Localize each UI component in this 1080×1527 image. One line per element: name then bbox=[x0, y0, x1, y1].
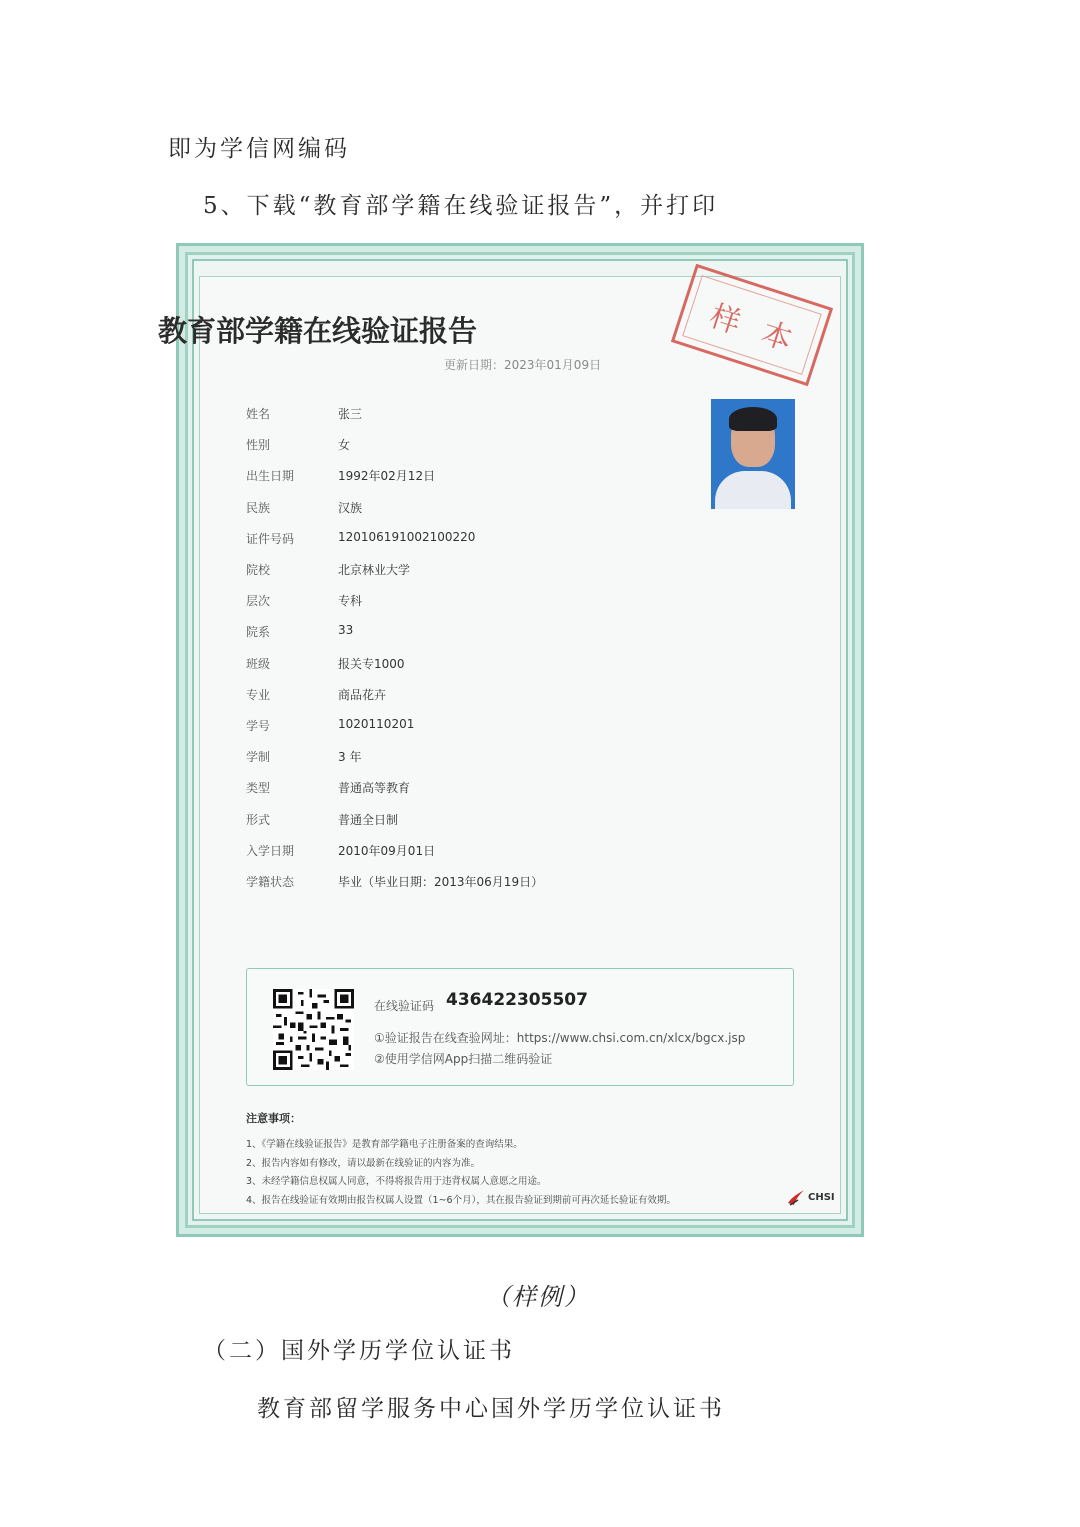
field-label: 层次 bbox=[246, 594, 271, 608]
stamp-char-1: 样 bbox=[705, 298, 745, 342]
field-label: 民族 bbox=[246, 501, 271, 515]
note-item: 1、《学籍在线验证报告》是教育部学籍电子注册备案的查询结果。 bbox=[246, 1139, 523, 1150]
verification-app-line: ②使用学信网App扫描二维码验证 bbox=[374, 1052, 553, 1066]
chsi-logo-text: CHSI bbox=[808, 1191, 835, 1203]
certificate-update-date: 更新日期：2023年01月09日 bbox=[444, 358, 602, 372]
field-label: 学制 bbox=[246, 750, 271, 764]
field-value: 2010年09月01日 bbox=[338, 844, 436, 858]
photo-body bbox=[715, 471, 791, 509]
section-heading-2: （二）国外学历学位认证书 bbox=[203, 1338, 515, 1364]
field-label: 院校 bbox=[246, 563, 271, 577]
note-item: 3、未经学籍信息权属人同意，不得将报告用于违背权属人意愿之用途。 bbox=[246, 1176, 547, 1187]
field-label: 院系 bbox=[246, 625, 271, 639]
verification-code: 436422305507 bbox=[446, 990, 588, 1010]
field-value: 33 bbox=[338, 623, 354, 637]
field-label: 形式 bbox=[246, 813, 271, 827]
field-label: 专业 bbox=[246, 688, 271, 702]
field-label: 证件号码 bbox=[246, 532, 295, 546]
field-label: 姓名 bbox=[246, 407, 271, 421]
field-value: 毕业（毕业日期：2013年06月19日） bbox=[338, 875, 544, 889]
field-value: 1020110201 bbox=[338, 717, 415, 731]
field-value: 商品花卉 bbox=[338, 688, 387, 702]
stamp-char-2: 本 bbox=[756, 315, 797, 358]
field-value: 女 bbox=[338, 438, 351, 452]
chsi-bird-icon bbox=[786, 1187, 806, 1207]
field-value: 普通全日制 bbox=[338, 813, 399, 827]
notes-title: 注意事项： bbox=[246, 1112, 301, 1125]
field-label: 学籍状态 bbox=[246, 875, 295, 889]
note-item: 2、报告内容如有修改，请以最新在线验证的内容为准。 bbox=[246, 1158, 481, 1169]
field-value: 报关专1000 bbox=[338, 657, 405, 671]
student-photo bbox=[711, 399, 795, 509]
field-value: 北京林业大学 bbox=[338, 563, 411, 577]
field-label: 类型 bbox=[246, 781, 271, 795]
field-label: 出生日期 bbox=[246, 469, 295, 483]
field-label: 入学日期 bbox=[246, 844, 295, 858]
certificate-frame bbox=[176, 243, 864, 1237]
note-item: 4、报告在线验证有效期由报告权属人设置（1~6个月），其在报告验证到期前可再次延长验证有效期。 bbox=[246, 1195, 676, 1206]
field-value: 1992年02月12日 bbox=[338, 469, 436, 483]
qr-code-icon[interactable] bbox=[273, 989, 354, 1070]
paragraph-line-1: 即为学信网编码 bbox=[168, 136, 350, 162]
field-value: 专科 bbox=[338, 594, 363, 608]
field-value: 汉族 bbox=[338, 501, 363, 515]
field-label: 性别 bbox=[246, 438, 271, 452]
photo-hair bbox=[729, 407, 777, 431]
verification-url-line: ①验证报告在线查验网址：https://www.chsi.com.cn/xlcx/bgcx.jsp bbox=[374, 1031, 746, 1045]
field-value: 张三 bbox=[338, 407, 363, 421]
verification-code-label: 在线验证码 bbox=[374, 999, 435, 1013]
paragraph-step-5: 5、下载“教育部学籍在线验证报告”，并打印 bbox=[203, 193, 719, 219]
paragraph-last: 教育部留学服务中心国外学历学位认证书 bbox=[257, 1396, 725, 1422]
chsi-logo bbox=[786, 1187, 835, 1207]
sample-caption: （样例） bbox=[486, 1283, 590, 1311]
field-value: 普通高等教育 bbox=[338, 781, 411, 795]
certificate-title: 教育部学籍在线验证报告 bbox=[158, 314, 478, 348]
field-label: 班级 bbox=[246, 657, 271, 671]
field-value: 120106191002100220 bbox=[338, 530, 476, 544]
field-label: 学号 bbox=[246, 719, 271, 733]
field-value: 3 年 bbox=[338, 750, 362, 764]
